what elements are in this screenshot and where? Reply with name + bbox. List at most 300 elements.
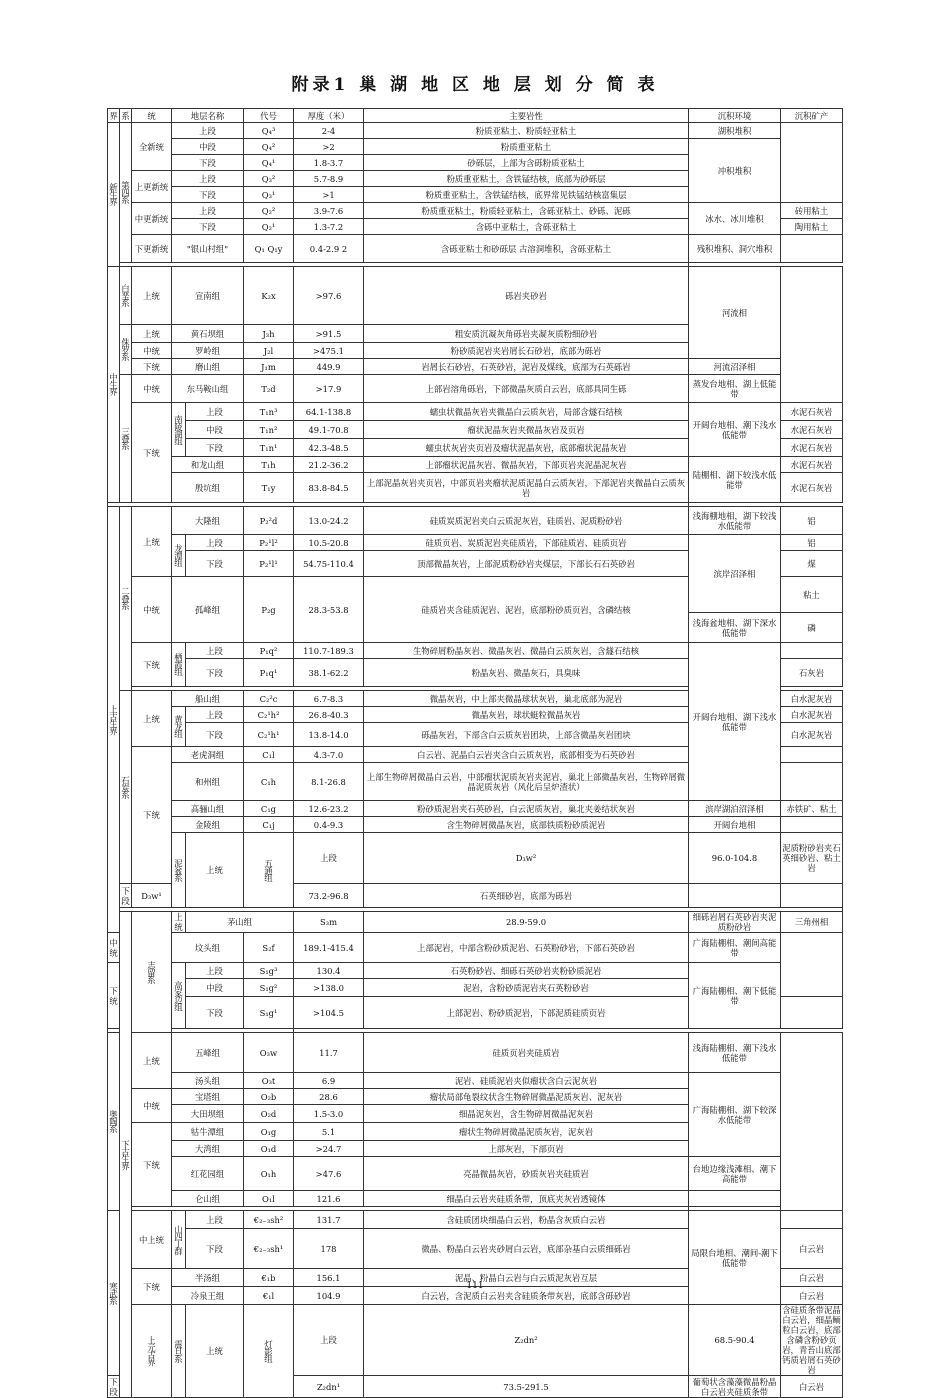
table-cell: 2-4 bbox=[294, 123, 364, 139]
table-cell bbox=[781, 997, 843, 1029]
table-cell: 中生界 bbox=[108, 267, 120, 503]
table-row bbox=[108, 1305, 843, 1376]
table-cell: 瘤状生物碎屑微晶泥质灰岩，泥灰岩 bbox=[364, 1123, 689, 1141]
table-cell: 12.6-23.2 bbox=[294, 801, 364, 817]
table-row bbox=[108, 457, 843, 473]
table-cell: 下统 bbox=[132, 403, 172, 503]
table-cell: 孤峰组 bbox=[172, 577, 244, 643]
table-cell: Q₄¹ bbox=[244, 155, 294, 171]
table-cell: 殷坑组 bbox=[172, 473, 244, 503]
table-cell: 东马鞍山组 bbox=[172, 375, 244, 403]
table-cell: 中更新统 bbox=[132, 203, 172, 235]
table-row bbox=[108, 912, 843, 933]
table-cell: 白水泥灰岩 bbox=[781, 723, 843, 747]
table-cell: C₂¹h¹ bbox=[244, 723, 294, 747]
table-cell: 葡萄状含藻藻微晶粉晶白云岩夹硅质条带 bbox=[689, 1376, 781, 1398]
table-cell: Q₃¹ bbox=[244, 187, 294, 203]
table-cell: "银山村组" bbox=[172, 235, 244, 263]
table-cell: 顶部微晶灰岩，上部泥质粉砂岩夹煤层，下部长石石英砂岩 bbox=[364, 551, 689, 577]
table-cell: Q₄³ bbox=[244, 123, 294, 139]
table-cell: T₁h bbox=[244, 457, 294, 473]
table-cell bbox=[781, 123, 843, 203]
table-cell: O₂b bbox=[244, 1089, 294, 1105]
table-cell: 坟头组 bbox=[172, 933, 244, 963]
table-cell: 下统 bbox=[132, 1123, 172, 1207]
table-cell: 上统 bbox=[132, 691, 172, 747]
table-cell: 含砾中亚粘土，含砾亚粘土 bbox=[364, 219, 689, 235]
table-cell: 蒸发台地相、湖上低能带 bbox=[689, 375, 781, 403]
table-cell: 宣南组 bbox=[172, 267, 244, 325]
table-cell: 11.7 bbox=[294, 1033, 364, 1073]
stratigraphy-table bbox=[107, 108, 843, 1398]
table-cell: K₂x bbox=[244, 267, 294, 325]
table-cell: O₁h bbox=[244, 1157, 294, 1191]
table-cell: O₃t bbox=[244, 1073, 294, 1089]
table-cell: 五峰组 bbox=[172, 1033, 244, 1073]
table-cell: 上段 bbox=[186, 963, 244, 979]
table-cell: 志留系 bbox=[132, 912, 172, 1033]
table-body bbox=[108, 123, 843, 1398]
table-cell: 上统 bbox=[186, 833, 244, 908]
table-cell: 广海陆棚相、潮间高能带 bbox=[689, 933, 781, 963]
table-cell: T₁n¹ bbox=[244, 439, 294, 457]
table-cell: 68.5-90.4 bbox=[689, 1305, 781, 1376]
table-cell: 中统 bbox=[132, 577, 172, 643]
table-cell: 上部生物碎屑微晶白云岩，中部瘤状泥质灰岩夹泥岩，巢北上部微晶灰岩，生物碎屑微晶泥质灰岩（风化后呈炉渣状） bbox=[364, 763, 689, 801]
table-cell: 白水泥灰岩 bbox=[781, 691, 843, 707]
table-cell: 131.7 bbox=[294, 1211, 364, 1229]
table-cell: 中统 bbox=[132, 1089, 172, 1123]
table-cell: 仑山组 bbox=[172, 1191, 244, 1207]
table-cell: 细晶白云岩夹硅质条带，顶底夹灰岩透镜体 bbox=[364, 1191, 689, 1207]
table-cell: 蠕虫状微晶灰岩夹微晶白云质灰岩，局部含燧石结核 bbox=[364, 403, 689, 421]
table-cell: 砾晶灰岩，下部含白云质灰岩团块，上部含微晶灰岩团块 bbox=[364, 723, 689, 747]
table-cell: 硅质页岩夹硅质岩 bbox=[364, 1033, 689, 1073]
table-cell: 178 bbox=[294, 1229, 364, 1269]
table-cell: 73.5-291.5 bbox=[364, 1376, 689, 1398]
table-cell: 上统 bbox=[132, 267, 172, 325]
table-cell: 中段 bbox=[172, 139, 244, 155]
table-cell: 28.3-53.8 bbox=[294, 577, 364, 643]
table-cell: 中段 bbox=[186, 979, 244, 997]
header-cell: 代号 bbox=[244, 109, 294, 123]
table-cell: 下统 bbox=[108, 963, 120, 1029]
table-cell: S₁g¹ bbox=[244, 997, 294, 1029]
table-cell: 泥岩，含粉砂质泥岩夹石英粉砂岩 bbox=[364, 979, 689, 997]
table-cell: 上部岩溶角砾岩，下部微晶灰质白云岩，底部具同生砾 bbox=[364, 375, 689, 403]
table-cell: 189.1-415.4 bbox=[294, 933, 364, 963]
table-cell: 滨岸湖泊沼泽相 bbox=[689, 801, 781, 817]
table-cell: 水泥石灰岩 bbox=[781, 439, 843, 457]
table-cell: 水泥石灰岩 bbox=[781, 421, 843, 439]
table-cell: O₁l bbox=[244, 1191, 294, 1207]
table-cell: 156.1 bbox=[294, 1269, 364, 1287]
table-cell: 亮晶微晶灰岩，砂质灰岩夹硅质岩 bbox=[364, 1157, 689, 1191]
table-cell: 上段 bbox=[172, 171, 244, 187]
table-cell: O₁g bbox=[244, 1123, 294, 1141]
table-cell: 42.3-48.5 bbox=[294, 439, 364, 457]
table-cell: 水泥石灰岩 bbox=[781, 473, 843, 503]
table-cell: 微晶、粉晶白云岩夹砂屑白云岩，底部杂基白云质细砾岩 bbox=[364, 1229, 689, 1269]
table-cell: 中段 bbox=[186, 421, 244, 439]
table-cell: S₁g² bbox=[244, 979, 294, 997]
table-cell: C₁g bbox=[244, 801, 294, 817]
table-cell: 牯牛潭组 bbox=[172, 1123, 244, 1141]
table-cell: J₁m bbox=[244, 359, 294, 375]
table-cell: 上统 bbox=[186, 1305, 244, 1398]
table-cell: Q₂¹ bbox=[244, 219, 294, 235]
table-cell: 船山组 bbox=[172, 691, 244, 707]
header-cell: 主要岩性 bbox=[364, 109, 689, 123]
table-cell: 粉质亚粘土、粉质轻亚粘土 bbox=[364, 123, 689, 139]
table-cell: 河流相 bbox=[689, 267, 781, 359]
table-cell: 含砾亚粘土和砂砾层 古溶洞堆积，含砾亚粘土 bbox=[364, 235, 689, 263]
table-cell: 蠕虫状灰岩夹页岩及瘤状泥晶灰岩，底部瘤状泥晶灰岩 bbox=[364, 439, 689, 457]
table-row bbox=[108, 235, 843, 263]
table-cell: 瘤状泥晶灰岩夹微晶灰岩及页岩 bbox=[364, 421, 689, 439]
table-cell: 大田坝组 bbox=[172, 1105, 244, 1123]
table-cell: >91.5 bbox=[294, 325, 364, 343]
table-cell: 下统 bbox=[132, 1269, 172, 1305]
table-cell: 煤 bbox=[781, 551, 843, 577]
table-cell: >138.0 bbox=[294, 979, 364, 997]
table-cell: 湖积堆积 bbox=[689, 123, 781, 139]
table-cell: 粉质重亚粘土，粉质轻亚粘土，含砾亚粘土、砂砾、泥砾 bbox=[364, 203, 689, 219]
table-cell: 红花园组 bbox=[172, 1157, 244, 1191]
table-cell: 泥质粉砂岩夹石英细砂岩、粘土岩 bbox=[781, 833, 843, 884]
table-cell: 下段 bbox=[121, 885, 130, 906]
table-cell: 广海陆棚相、湖下较深水低能带 bbox=[689, 1073, 781, 1157]
table-cell: 中统 bbox=[108, 933, 120, 963]
table-cell: O₂d bbox=[244, 1105, 294, 1123]
table-cell: 含硅质条带泥晶白云岩，细晶鲕粒白云岩，底部含磷含粉砂页岩，青苔山底部钙质岩屑石英砂岩 bbox=[782, 1305, 841, 1375]
table-cell: T₂d bbox=[244, 375, 294, 403]
table-cell: 三叠系 bbox=[120, 375, 132, 503]
table-cell: 铝 bbox=[781, 535, 843, 551]
table-row bbox=[108, 203, 843, 219]
table-cell: 半汤组 bbox=[172, 1269, 244, 1287]
table-cell: P₂g bbox=[244, 577, 294, 643]
table-cell: 栖霞组 bbox=[172, 643, 186, 687]
table-cell: 21.2-36.2 bbox=[294, 457, 364, 473]
table-cell: 河流沼泽相 bbox=[689, 359, 781, 375]
table-cell: €₁b bbox=[244, 1269, 294, 1287]
table-header-row bbox=[108, 109, 843, 123]
table-cell bbox=[781, 747, 843, 763]
table-cell: 1.8-3.7 bbox=[294, 155, 364, 171]
table-row bbox=[108, 375, 843, 403]
table-cell: 水泥石灰岩 bbox=[781, 403, 843, 421]
table-cell: 中统 bbox=[132, 343, 172, 359]
table-cell: S₃m bbox=[294, 912, 364, 933]
table-cell: 26.8-40.3 bbox=[294, 707, 364, 723]
table-cell: 高骊山组 bbox=[172, 801, 244, 817]
stratigraphy-table-frame bbox=[107, 108, 842, 1397]
table-cell bbox=[781, 1033, 843, 1211]
table-cell bbox=[689, 1191, 781, 1207]
table-cell: T₁y bbox=[244, 473, 294, 503]
table-cell: 下古生界 bbox=[120, 912, 132, 1398]
table-cell: 微晶灰岩，中上部夹微晶球状灰岩，巢北底部为泥岩 bbox=[364, 691, 689, 707]
table-cell: 泥盆系 bbox=[172, 833, 186, 908]
table-cell: 0.4-9.3 bbox=[294, 817, 364, 833]
table-cell: 上元古界 bbox=[132, 1305, 172, 1398]
table-cell: 6.7-8.3 bbox=[294, 691, 364, 707]
table-cell: 下段 bbox=[186, 997, 244, 1029]
table-cell: 13.8-14.0 bbox=[294, 723, 364, 747]
table-row bbox=[108, 139, 843, 155]
table-cell: 上段 bbox=[294, 833, 364, 884]
page-number: 111 bbox=[466, 1281, 484, 1291]
header-cell: 统 bbox=[132, 109, 172, 123]
table-cell: 白水泥灰岩 bbox=[781, 707, 843, 723]
table-cell: >2 bbox=[294, 139, 364, 155]
table-cell: 山四丁群 bbox=[172, 1211, 186, 1269]
table-cell: 110.7-189.3 bbox=[294, 643, 364, 659]
table-cell: S₁g³ bbox=[244, 963, 294, 979]
table-cell: 0.4-2.9 2 bbox=[294, 235, 364, 263]
table-cell bbox=[781, 643, 843, 659]
table-row bbox=[108, 833, 843, 884]
table-cell bbox=[689, 884, 781, 908]
table-cell: O₁d bbox=[244, 1141, 294, 1157]
table-row bbox=[108, 507, 843, 535]
table-cell: 下段 bbox=[109, 1376, 118, 1397]
table-cell: 粘土 bbox=[781, 577, 843, 613]
table-cell: €₂₋₃sh¹ bbox=[244, 1229, 294, 1269]
table-cell: Q₃² bbox=[244, 171, 294, 187]
table-cell: 粉砂质泥岩夹石英砂岩，白云泥质灰岩，巢北夹姜结状灰岩 bbox=[364, 801, 689, 817]
table-cell: 石炭系 bbox=[120, 691, 132, 884]
table-cell: 汤头组 bbox=[172, 1073, 244, 1089]
table-cell: 三角州相 bbox=[781, 912, 843, 933]
table-cell: 寒武系 bbox=[108, 1211, 120, 1376]
table-cell: C₁l bbox=[244, 747, 294, 763]
table-cell: 73.2-96.8 bbox=[294, 884, 364, 908]
table-cell: T₁n³ bbox=[244, 403, 294, 421]
table-cell: 开阔台地相、潮下浅水低能带 bbox=[689, 403, 781, 457]
header-cell: 系 bbox=[121, 110, 130, 121]
table-cell: 茅山组 bbox=[186, 912, 294, 933]
table-cell: 侏罗系 bbox=[120, 325, 132, 375]
table-cell: 64.1-138.8 bbox=[294, 403, 364, 421]
table-cell: 上段 bbox=[172, 123, 244, 139]
table-cell: 粗安质沉凝灰角砾岩夹凝灰质粉细砂岩 bbox=[364, 325, 689, 343]
table-cell: >97.6 bbox=[294, 267, 364, 325]
table-cell: 硅质岩夹含硅质泥岩、泥岩，底部粉砂质页岩，含磷结核 bbox=[364, 577, 689, 643]
table-cell: 灯影组 bbox=[244, 1305, 294, 1398]
table-cell: 104.9 bbox=[294, 1287, 364, 1305]
table-cell: 黄石坝组 bbox=[172, 325, 244, 343]
table-cell: 磷 bbox=[781, 613, 843, 643]
table-cell: 130.4 bbox=[294, 963, 364, 979]
table-cell: 全新统 bbox=[132, 123, 172, 171]
table-cell: 震旦系 bbox=[172, 1305, 186, 1398]
table-cell: 上统 bbox=[132, 325, 172, 343]
table-cell: 罗岭组 bbox=[172, 343, 244, 359]
table-cell: Z₂dn¹ bbox=[294, 1376, 364, 1398]
table-cell: 广海陆棚相、潮下低能带 bbox=[689, 963, 781, 1029]
table-cell: 白云岩 bbox=[781, 1287, 843, 1305]
table-cell: 含生物碎屑微晶灰岩，底部铁质粉砂质泥岩 bbox=[364, 817, 689, 833]
table-cell: 下统 bbox=[132, 747, 172, 884]
table-cell: >47.6 bbox=[294, 1157, 364, 1191]
table-cell: 上段 bbox=[186, 535, 244, 551]
table-cell: 96.0-104.8 bbox=[689, 833, 781, 884]
table-cell: 上统 bbox=[172, 912, 186, 933]
table-cell: 4.3-7.0 bbox=[294, 747, 364, 763]
table-cell: 陆棚相、湖下较浅水低能带 bbox=[689, 457, 781, 503]
table-cell: 上段 bbox=[186, 403, 244, 421]
table-cell: 中上统 bbox=[132, 1211, 172, 1269]
table-cell: 和州组 bbox=[172, 763, 244, 801]
table-cell: 白云岩 bbox=[781, 1269, 843, 1287]
table-cell: 大隆组 bbox=[172, 507, 244, 535]
table-cell: 第四系 bbox=[120, 123, 132, 263]
table-cell: D₃w¹ bbox=[132, 884, 172, 908]
table-cell: 下段 bbox=[172, 187, 244, 203]
table-cell: >24.7 bbox=[294, 1141, 364, 1157]
header-cell: 地层名称 bbox=[172, 109, 244, 123]
table-cell: P₂²d bbox=[244, 507, 294, 535]
table-cell: 6.9 bbox=[294, 1073, 364, 1089]
table-cell: 生物碎屑粉晶灰岩、微晶灰岩、微晶白云质灰岩，含燧石结核 bbox=[364, 643, 689, 659]
table-cell: 铝 bbox=[781, 507, 843, 535]
table-cell: 龙潭组 bbox=[172, 535, 186, 577]
table-cell: 38.1-62.2 bbox=[294, 659, 364, 687]
table-cell: 粉质重亚粘土 bbox=[364, 139, 689, 155]
table-cell: 1.3-7.2 bbox=[294, 219, 364, 235]
table-cell: Q₄² bbox=[244, 139, 294, 155]
table-cell: 上段 bbox=[172, 203, 244, 219]
table-cell: 粉质重亚粘土，含铁锰结核，底部为砂砾层 bbox=[364, 171, 689, 187]
table-row bbox=[108, 535, 843, 551]
table-cell: >104.5 bbox=[294, 997, 364, 1029]
table-cell: 上部灰岩，下部页岩 bbox=[364, 1141, 689, 1157]
table-cell: T₁n² bbox=[244, 421, 294, 439]
table-cell: 开阔台地相 bbox=[689, 817, 781, 833]
table-row bbox=[108, 123, 843, 139]
table-cell: 赤铁矿、粘土 bbox=[781, 801, 843, 817]
header-cell: 厚度（米） bbox=[294, 109, 364, 123]
table-row bbox=[108, 267, 843, 325]
table-cell: 冲积堆积 bbox=[689, 139, 781, 203]
table-cell: 5.1 bbox=[294, 1123, 364, 1141]
table-cell: 白垩系 bbox=[120, 267, 132, 325]
table-cell bbox=[781, 235, 843, 263]
table-cell: 白云岩、泥晶白云岩夹含白云质灰岩，底部相变为石英砂岩 bbox=[364, 747, 689, 763]
header-cell: 沉积环境 bbox=[689, 109, 781, 123]
table-row bbox=[108, 1211, 843, 1229]
table-cell: 高家边组 bbox=[172, 963, 186, 1029]
header-cell: 界 bbox=[109, 110, 118, 121]
table-cell: 下段 bbox=[186, 1229, 244, 1269]
page-title: 附录1 巢 湖 地 区 地 层 划 分 简 表 bbox=[291, 75, 659, 95]
table-cell: P₁q² bbox=[244, 643, 294, 659]
table-cell: 微晶灰岩，球状蜓粒微晶灰岩 bbox=[364, 707, 689, 723]
table-cell: O₃w bbox=[244, 1033, 294, 1073]
table-cell: S₂f bbox=[244, 933, 294, 963]
table-cell: C₂²c bbox=[244, 691, 294, 707]
table-cell: J₃h bbox=[244, 325, 294, 343]
table-cell: 石英细砂岩，底部为砾岩 bbox=[364, 884, 689, 908]
table-row bbox=[108, 1157, 843, 1191]
table-cell: 白云岩，含泥质白云岩夹含硅质条带灰岩，底部含砾砂岩 bbox=[364, 1287, 689, 1305]
table-cell: 局限台地相、潮间-潮下低能带 bbox=[689, 1211, 781, 1305]
table-row bbox=[108, 963, 843, 979]
table-cell: C₂¹h² bbox=[244, 707, 294, 723]
table-cell: 上段 bbox=[186, 1211, 244, 1229]
table-cell: 浅海棚地相，湖下较浅水低能带 bbox=[689, 507, 781, 535]
table-cell: 五通组 bbox=[244, 833, 294, 908]
table-cell: 下段 bbox=[186, 659, 244, 687]
table-cell: 老虎洞组 bbox=[172, 747, 244, 763]
table-cell: 浅海盆地相、湖下深水低能带 bbox=[689, 613, 781, 643]
table-cell: 1.5-3.0 bbox=[294, 1105, 364, 1123]
table-cell bbox=[781, 763, 843, 801]
table-row bbox=[108, 1073, 843, 1089]
table-cell: 8.1-26.8 bbox=[294, 763, 364, 801]
table-cell: 大湾组 bbox=[172, 1141, 244, 1157]
table-cell: 上部泥岩、粉砂质泥岩，下部泥质硅质页岩 bbox=[364, 997, 689, 1029]
table-cell: 二叠系 bbox=[120, 507, 132, 691]
table-cell: 下段 bbox=[172, 155, 244, 171]
table-cell bbox=[781, 817, 843, 833]
table-cell: 下统 bbox=[132, 643, 172, 687]
table-cell: 上部泥晶灰岩夹页岩，中部页岩夹瘤状泥质泥晶白云质灰岩，下部泥岩夹微晶白云质灰岩 bbox=[364, 473, 689, 503]
table-cell: 上古生界 bbox=[108, 507, 120, 933]
table-cell: 5.7-8.9 bbox=[294, 171, 364, 187]
table-cell: 冰水、冰川堆积 bbox=[689, 203, 781, 235]
table-cell: 奥陶系 bbox=[108, 1033, 120, 1211]
table-cell: 砖用粘土 bbox=[781, 203, 843, 219]
table-cell: 硅质炭质泥岩夹白云质泥灰岩，硅质岩、泥质粉砂岩 bbox=[364, 507, 689, 535]
table-cell: 28.6 bbox=[294, 1089, 364, 1105]
table-cell: 下段 bbox=[172, 219, 244, 235]
table-cell bbox=[781, 1211, 843, 1229]
table-cell: 下段 bbox=[186, 439, 244, 457]
table-cell: 残积堆积、洞穴堆积 bbox=[689, 235, 781, 263]
table-cell: >1 bbox=[294, 187, 364, 203]
table-cell: 白云岩 bbox=[781, 1376, 843, 1398]
table-cell: 滨岸沼泽相 bbox=[689, 535, 781, 613]
table-row bbox=[108, 801, 843, 817]
table-cell: 岩屑长石砂岩，石英砂岩，泥岩及煤线，底部为石英砾岩 bbox=[364, 359, 689, 375]
table-cell: P₁q¹ bbox=[244, 659, 294, 687]
table-cell: 上统 bbox=[132, 507, 172, 577]
table-cell: Q₂² bbox=[244, 203, 294, 219]
table-cell: C₁j bbox=[244, 817, 294, 833]
table-cell: €₂₋₃sh² bbox=[244, 1211, 294, 1229]
table-cell: 细砾岩屑石英砂岩夹泥质粉砂岩 bbox=[689, 912, 781, 933]
table-row bbox=[108, 933, 843, 963]
table-cell: 水泥石灰岩 bbox=[781, 457, 843, 473]
table-cell: Z₂dn² bbox=[364, 1305, 689, 1376]
table-cell: 陶用粘土 bbox=[781, 219, 843, 235]
table-cell: 28.9-59.0 bbox=[364, 912, 689, 933]
table-cell: 和龙山组 bbox=[172, 457, 244, 473]
table-cell: 白云岩 bbox=[781, 1229, 843, 1269]
table-cell: 下段 bbox=[186, 723, 244, 747]
table-cell: 中统 bbox=[132, 375, 172, 403]
table-cell: 南陵湖组 bbox=[172, 403, 186, 457]
header-cell: 沉积矿产 bbox=[781, 109, 843, 123]
table-cell: 83.8-84.5 bbox=[294, 473, 364, 503]
table-cell: 新生界 bbox=[108, 123, 120, 267]
table-cell: 台地边缘浅滩相、潮下高能带 bbox=[689, 1157, 781, 1191]
table-cell: 石灰岩 bbox=[781, 659, 843, 687]
table-cell: 上段 bbox=[294, 1305, 364, 1376]
